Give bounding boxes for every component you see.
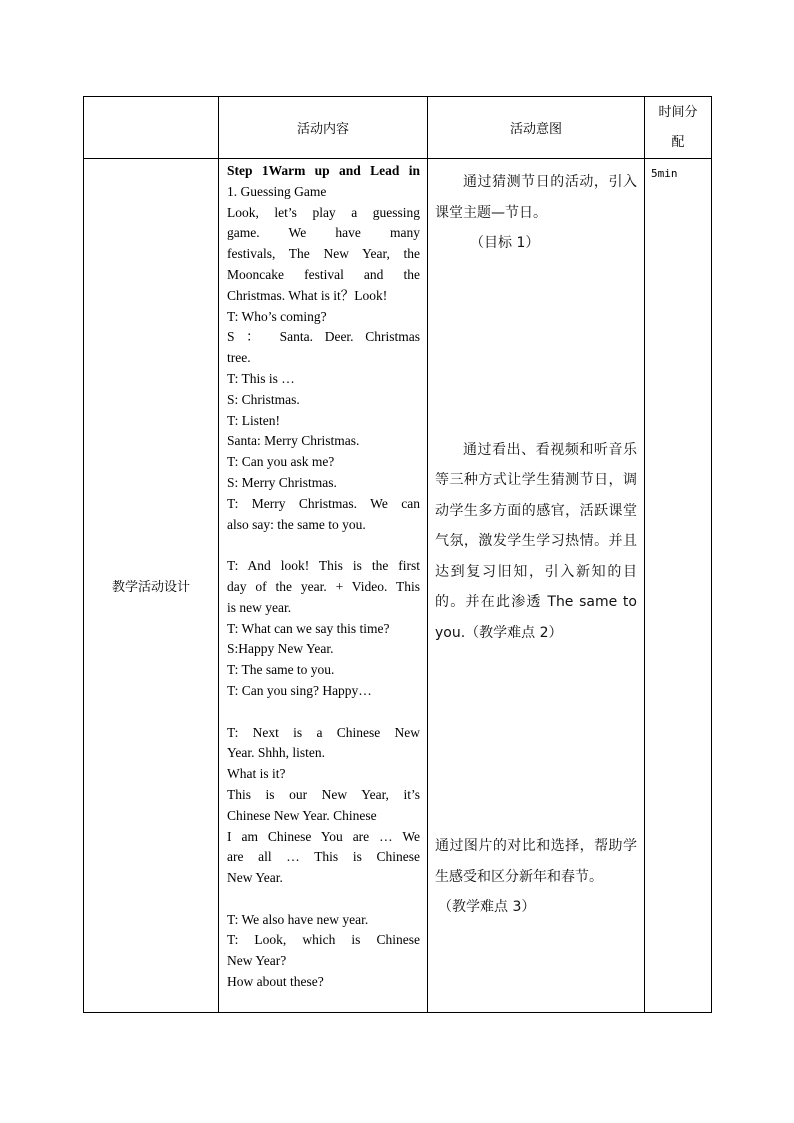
content-line: T: Who’s coming? <box>227 308 327 324</box>
content-line: T: And look! This is the first <box>227 558 420 574</box>
content-line: New Year? <box>227 953 287 969</box>
purpose-paragraph-3: 通过图片的对比和选择，帮助学生感受和区分新年和春节。 <box>435 838 637 885</box>
content-blank-line <box>227 702 420 723</box>
body-row <box>84 159 712 1013</box>
content-line: T: What can we say this time? <box>227 620 390 636</box>
purpose-paragraph-1: 通过猜测节日的活动，引入课堂主题—节日。 <box>435 174 637 221</box>
content-line: T: Merry Christmas. We can <box>227 495 420 511</box>
content-line: Santa: Merry Christmas. <box>227 433 360 449</box>
content-line: Year. Shhh, listen. <box>227 745 326 761</box>
header-blank-cell <box>84 97 219 159</box>
content-line: day of the year. + Video. This <box>227 578 420 594</box>
header-content: 活动内容 <box>219 97 428 159</box>
content-line: T: Can you sing? Happy… <box>227 682 372 698</box>
purpose-spacer <box>435 259 637 435</box>
row-label: 教学活动设计 <box>84 159 219 1013</box>
content-line: What is it? <box>227 766 286 782</box>
content-line: T: The same to you. <box>227 662 335 678</box>
content-blank-line <box>227 889 420 910</box>
content-line: S: Christmas. <box>227 391 300 407</box>
content-line: game. We have many <box>227 225 420 241</box>
content-blank-line <box>227 535 420 556</box>
content-line: S:Happy New Year. <box>227 641 334 657</box>
purpose-goal-3: （教学难点 3） <box>438 899 536 915</box>
content-line: festivals, The New Year, the <box>227 246 420 262</box>
content-line: Christmas. What is it？Look! <box>227 287 388 303</box>
content-line: Look, let’s play a guessing <box>227 204 420 220</box>
content-line: is new year. <box>227 599 292 615</box>
content-line: T: This is … <box>227 370 295 386</box>
content-line: T: Can you ask me? <box>227 454 335 470</box>
content-line: are all … This is Chinese <box>227 849 420 865</box>
header-time-line1: 时间分 <box>658 104 698 120</box>
time-allocation: 5min <box>645 159 712 1013</box>
purpose-spacer <box>435 648 637 831</box>
content-line: also say: the same to you. <box>227 516 366 532</box>
purpose-paragraph-2: 通过看出、看视频和听音乐等三种方式让学生猜测节日，调动学生多方面的感官，活跃课堂气氛，激发学生学习热情。并且达到复习旧知，引入新知的目的。并在此渗透 The same to you.（教学难点 2） <box>435 441 637 641</box>
content-line: I am Chinese You are … We <box>227 828 420 844</box>
content-line: T: Next is a Chinese New <box>227 724 420 740</box>
activity-content <box>219 159 428 1013</box>
purpose-goal-1: （目标 1） <box>470 235 540 251</box>
header-purpose: 活动意图 <box>428 97 645 159</box>
content-line: Mooncake festival and the <box>227 266 420 282</box>
header-time-line2: 配 <box>671 134 685 150</box>
activity-purpose <box>428 159 645 1013</box>
content-line: tree. <box>227 350 251 366</box>
content-line: How about these? <box>227 974 324 990</box>
content-line: New Year. <box>227 870 283 886</box>
content-line: T: Listen! <box>227 412 280 428</box>
lesson-plan-table <box>83 96 712 1013</box>
content-line: T: Look, which is Chinese <box>227 932 420 948</box>
content-line: Chinese New Year. Chinese <box>227 807 377 823</box>
content-line: T: We also have new year. <box>227 911 369 927</box>
header-time <box>645 97 712 159</box>
header-row <box>84 97 712 159</box>
content-line: This is our New Year, it’s <box>227 786 420 802</box>
content-line: Step 1Warm up and Lead in <box>227 163 420 178</box>
content-line: S ： Santa. Deer. Christmas <box>227 329 420 345</box>
content-line: 1. Guessing Game <box>227 183 327 199</box>
content-line: S: Merry Christmas. <box>227 474 337 490</box>
